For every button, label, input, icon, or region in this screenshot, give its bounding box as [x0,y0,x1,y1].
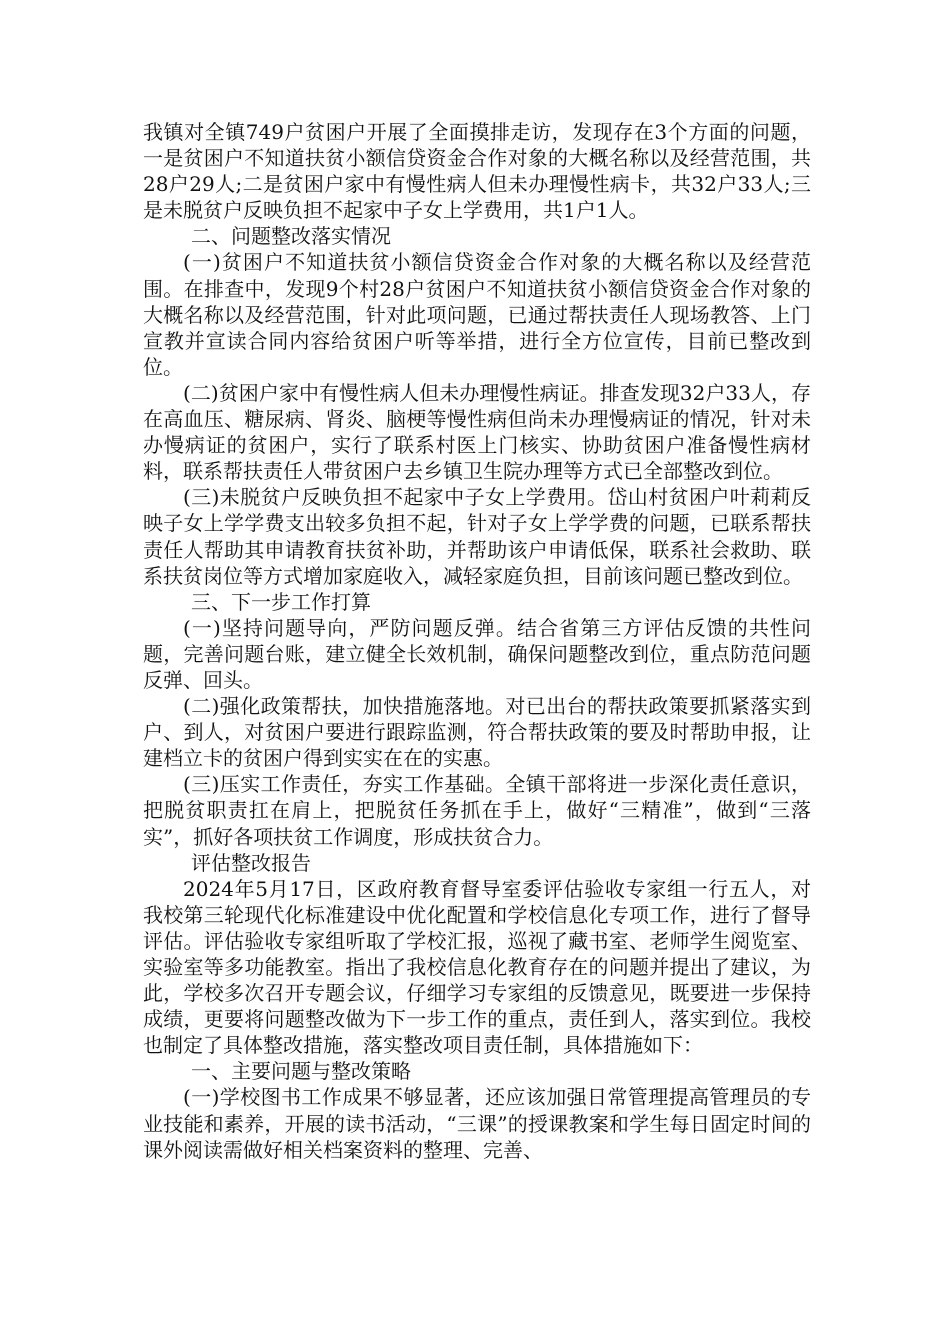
paragraph-item-3: (三)未脱贫户反映负担不起家中子女上学费用。岱山村贫困户叶莉莉反映子女上学学费支出较多负担不起，针对子女上学学费的问题，已联系帮扶责任人帮助其申请教育扶贫补助，并帮助该户申请低保，联系社会救助、联系扶贫岗位等方式增加家庭收入，减轻家庭负担，目前该问题已整改到位。 [143,485,811,588]
report-title: 评估整改报告 [191,850,311,875]
paragraph-issue-1: (一)学校图书工作成果不够显著，还应该加强日常管理提高管理员的专业技能和素养，开展的读书活动，“三课”的授课教案和学生每日固定时间的课外阅读需做好相关档案资料的整理、完善、 [143,1085,811,1162]
paragraph-item-1: (一)贫困户不知道扶贫小额信贷资金合作对象的大概名称以及经营范围。在排查中，发现9个村28户贫困户不知道扶贫小额信贷资金合作对象的大概名称以及经营范围，针对此项问题，已通过帮扶责任人现场教答、上门宣教并宣读合同内容给贫困户听等举措，进行全方位宣传，目前已整改到位。 [143,250,811,379]
section-heading-next-steps: 三、下一步工作打算 [191,589,371,614]
paragraph-next-3: (三)压实工作责任，夯实工作基础。全镇干部将进一步深化责任意识，把脱贫职责扛在肩上，把脱贫任务抓在手上，做好“三精准”，做到“三落实”，抓好各项扶贫工作调度，形成扶贫合力。 [143,772,811,849]
paragraph-survey-summary: 我镇对全镇749户贫困户开展了全面摸排走访，发现存在3个方面的问题，一是贫困户不知道扶贫小额信贷资金合作对象的大概名称以及经营范围，共28户29人;二是贫困户家中有慢性病人但未办理慢性病卡，共32户33人;三是未脱贫户反映负担不起家中子女上学费用，共1户1人。 [143,120,811,223]
paragraph-next-2: (二)强化政策帮扶，加快措施落地。对已出台的帮扶政策要抓紧落实到户、到人，对贫困户要进行跟踪监测，符合帮扶政策的要及时帮助申报，让建档立卡的贫困户得到实实在在的实惠。 [143,694,811,771]
paragraph-next-1: (一)坚持问题导向，严防问题反弹。结合省第三方评估反馈的共性问题，完善问题台账，建立健全长效机制，确保问题整改到位，重点防范问题反弹、回头。 [143,615,811,692]
section-heading-main-issues: 一、主要问题与整改策略 [191,1059,411,1084]
paragraph-item-2: (二)贫困户家中有慢性病人但未办理慢性病证。排查发现32户33人，存在高血压、糖尿病、肾炎、脑梗等慢性病但尚未办理慢病证的情况，针对未办慢病证的贫困户，实行了联系村医上门核实、协助贫困户准备慢性病材料，联系帮扶责任人带贫困户去乡镇卫生院办理等方式已全部整改到位。 [143,380,811,484]
section-heading-rectification: 二、问题整改落实情况 [191,224,391,249]
document-body [143,119,811,1163]
paragraph-report-intro: 2024年5月17日，区政府教育督导室委评估验收专家组一行五人，对我校第三轮现代化标准建设中优化配置和学校信息化专项工作，进行了督导评估。评估验收专家组听取了学校汇报，巡视了藏书室、老师学生阅览室、实验室等多功能教室。指出了我校信息化教育存在的问题并提出了建议，为此，学校多次召开专题会议，仔细学习专家组的反馈意见，既要进一步保持成绩，更要将问题整改做为下一步工作的重点，责任到人，落实到位。我校也制定了具体整改措施，落实整改项目责任制，具体措施如下： [143,876,811,1058]
